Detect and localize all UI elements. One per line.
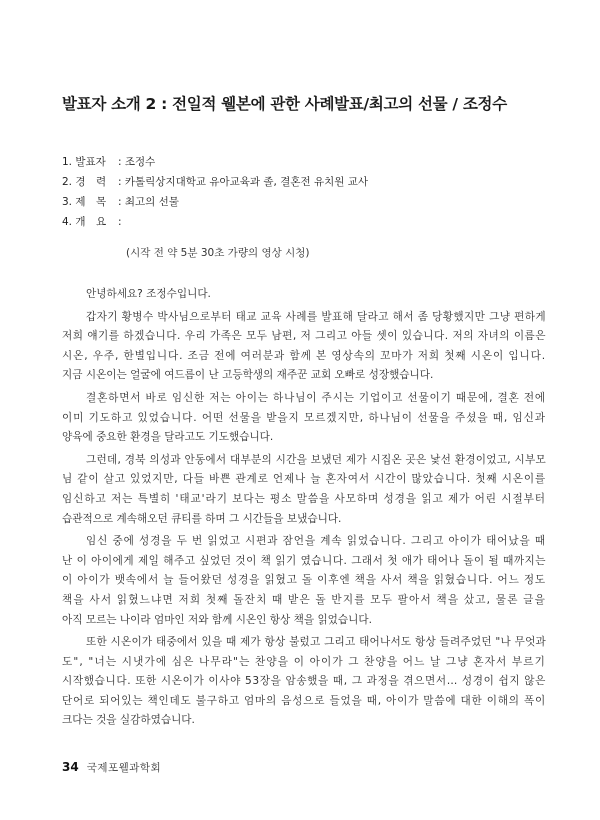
info-row-subject (62, 193, 368, 213)
text-line: 시작했습니다. 또한 시온이가 이사야 53장을 암송했을 때, 그 과정을 겪으면서… 성경이 쉽지 않은 (62, 675, 546, 688)
text-line: 책을 사서 읽혔느냐면 저희 첫째 돌잔치 때 받은 돌 반지를 모두 팔아서 책을 샀고, 물론 글을 (62, 593, 547, 606)
text-line: 단어로 되어있는 책인데도 불구하고 엄마의 음성으로 들었을 때, 아이가 말씀에 대한 이해의 폭이 (62, 694, 547, 707)
info-row-overview (62, 213, 368, 233)
info-value: : 카톨릭상지대학교 유아교육과 졸, 결혼전 유치원 교사 (118, 176, 369, 188)
info-value: : (118, 216, 122, 228)
text-line: 이미 기도하고 있었습니다. 어떤 선물을 받을지 모르겠지만, 하나님이 선물을 주셨을 때, 임신과 (62, 411, 546, 424)
paragraph-pregnancy (62, 451, 546, 529)
body-text (62, 285, 546, 734)
text-line: 도", "너는 시냇가에 심은 나무라"는 찬양을 이 아이가 그 찬양을 어느 날 그냥 혼자서 부르기 (62, 655, 546, 668)
video-notice: (시작 전 약 5분 30초 가량의 영상 시청) (126, 247, 310, 259)
text-line: 님 같이 살고 있었지만, 다들 바쁜 관계로 언제나 늘 혼자여서 시간이 많았습니다. 첫째 시온이를 (62, 473, 547, 486)
page-number: 34 (62, 760, 79, 774)
paragraph-songs (62, 633, 546, 731)
text-line: 지금 시온이는 얼굴에 여드름이 난 고등학생의 재주꾼 교회 오빠로 성장했습니다. (62, 369, 434, 382)
presenter-info (62, 153, 368, 233)
info-label: 1. 발표자 (62, 156, 106, 168)
text-line: 갑자기 황병수 박사님으로부터 태교 교육 사례를 발표해 달라고 해서 좀 당황했지만 그냥 편하게 (86, 310, 547, 323)
text-line: 아직 모르는 나이라 엄마인 저와 함께 시온인 항상 책을 읽었습니다. (62, 613, 372, 626)
text-line: 난 이 아이에게 제일 해주고 싶었던 것이 책 읽기 였습니다. 그래서 첫 애가 태어나 돌이 될 때까지는 (62, 554, 547, 567)
paragraph-marriage (62, 389, 546, 448)
text-line: 저희 얘기를 하겠습니다. 우리 가족은 모두 남편, 저 그리고 아들 셋이 있습니다. 저의 자녀의 이름은 (62, 330, 547, 343)
info-label: 2. 경 력 (62, 176, 107, 188)
text-line: 임신 중에 성경을 두 번 읽었고 시편과 잠언을 계속 읽었습니다. 그리고 아이가 태어났을 때 (86, 535, 546, 548)
info-row-career (62, 173, 368, 193)
text-line: 안녕하세요? 조정수입니다. (86, 288, 211, 300)
info-row-presenter (62, 153, 368, 173)
text-line: 양육에 중요한 환경을 달라고도 기도했습니다. (62, 431, 274, 444)
text-line: 또한 시온이가 태중에서 있을 때 제가 항상 불렀고 그리고 태어나서도 항상 들려주었던 "나 무엇과 (86, 636, 546, 649)
text-line: 습관적으로 계속해오던 큐티를 하며 그 시간들을 보냈습니다. (62, 512, 342, 525)
text-line: 그런데, 경북 의성과 안동에서 대부분의 시간을 보냈던 제가 시집온 곳은 낯선 환경이었고, 시부모 (86, 453, 546, 466)
info-label: 3. 제 목 (62, 196, 107, 208)
text-line: 결혼하면서 바로 임신한 저는 아이는 하나님이 주시는 기업이고 선물이기 때문에, 결혼 전에 (86, 391, 546, 404)
text-line: 이 아이가 뱃속에서 늘 들어왔던 성경을 읽혔고 돌 이후엔 책을 사서 책을 읽혔습니다. 어느 정도 (62, 574, 547, 587)
info-label: 4. 개 요 (62, 216, 107, 228)
text-line: 임신하고 저는 특별히 '태교'라기 보다는 평소 말씀을 사모하며 성경을 읽고 제가 어린 시절부터 (62, 492, 546, 505)
text-line: 시온, 우주, 한별입니다. 조금 전에 여러분과 함께 본 영상속의 꼬마가 저희 첫째 시온이 입니다. (62, 349, 546, 362)
info-value: : 최고의 선물 (118, 196, 179, 208)
info-value: : 조정수 (118, 156, 156, 168)
publication-name: 국제포웰과학회 (86, 762, 162, 774)
paragraph-family (62, 308, 546, 386)
text-line: 크다는 것을 실감하였습니다. (62, 714, 195, 727)
page-title: 발표자 소개 2 : 전일적 웰본에 관한 사례발표/최고의 선물 / 조정수 (62, 95, 507, 113)
page-footer (62, 760, 161, 775)
paragraph-greeting (62, 285, 546, 305)
paragraph-reading (62, 532, 546, 630)
